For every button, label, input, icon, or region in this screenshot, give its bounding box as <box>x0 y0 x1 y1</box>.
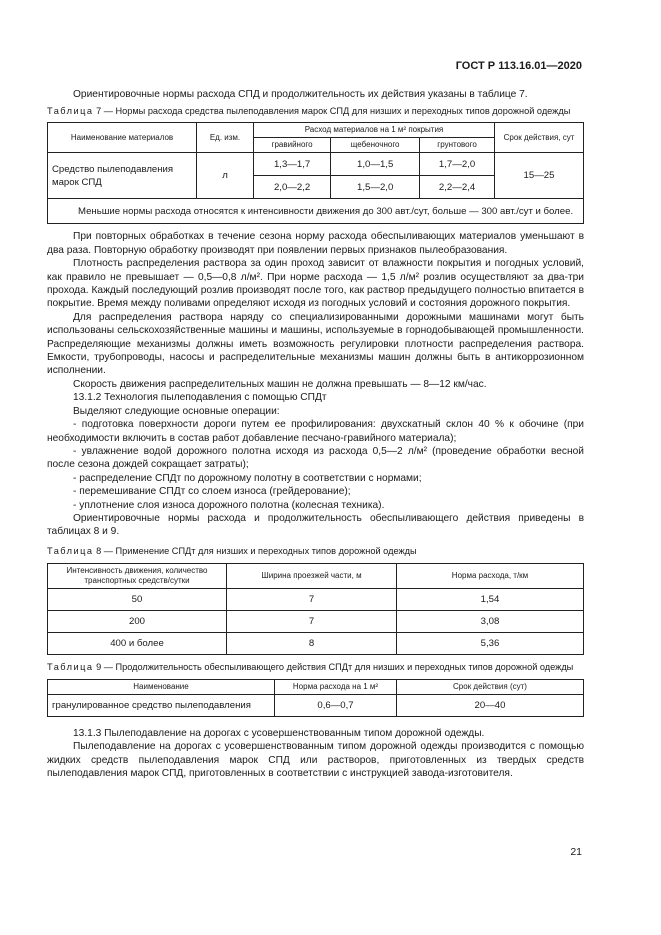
table-header-cell: гравийного <box>254 138 331 153</box>
body-text-block-1 <box>47 230 584 538</box>
table-header-cell: Срок действия (сут) <box>397 679 584 694</box>
table-cell: 7 <box>227 588 397 610</box>
table-cell: 1,5—2,0 <box>331 176 420 199</box>
table-7 <box>47 122 584 224</box>
table-cell: 20—40 <box>397 694 584 716</box>
table-note: Меньшие нормы расхода относятся к интенсивности движения до 300 авт./сут, больше — 300 авт./сут и более. <box>48 199 584 224</box>
table-header-cell: Ширина проезжей части, м <box>227 563 397 588</box>
section-heading: 13.1.2 Технология пылеподавления с помощью СПДт <box>73 392 327 404</box>
table-header-cell: Норма расхода на 1 м² <box>275 679 397 694</box>
table-header-cell: Расход материалов на 1 м² покрытия <box>254 123 495 138</box>
table-8 <box>47 563 584 655</box>
table-row <box>48 632 584 654</box>
table-cell: 3,08 <box>397 610 584 632</box>
list-item: - увлажнение водой дорожного полотна исходя из расхода 0,5—2 л/м² (проведение обработки весной после сезона дождей сокращает затраты); <box>47 445 584 471</box>
table8-caption <box>47 545 584 557</box>
table-header-cell: Наименование <box>48 679 275 694</box>
table-cell: 2,2—2,4 <box>420 176 495 199</box>
paragraph: Пылеподавление на дорогах с усовершенствованным типом дорожной одежды производится с помощью жидких средств пылеподавления марок СПД или растворов, приготовленных из твердых средств пылеподавления марок СПД, приготовленных в соответствии с инструкцией завода-изготовителя. <box>47 741 584 779</box>
table-cell: 50 <box>48 588 227 610</box>
table-cell: Средство пылеподавления марок СПД <box>48 153 197 199</box>
table-cell: 5,36 <box>397 632 584 654</box>
table8-caption-prefix: Таблица <box>47 545 94 556</box>
paragraph: При повторных обработках в течение сезона норму расхода обеспыливающих материалов уменьшают в два раза. Повторную обработку производят при появлении первых признаков пылеобразования. <box>47 231 584 256</box>
page-number: 21 <box>570 846 582 858</box>
table-header-cell: Ед. изм. <box>197 123 254 153</box>
table-header-row <box>48 679 584 694</box>
table9-caption-prefix: Таблица <box>47 661 94 672</box>
table-cell: 1,3—1,7 <box>254 153 331 176</box>
table-note-row <box>48 199 584 224</box>
table-cell: 1,54 <box>397 588 584 610</box>
table-header-row <box>48 563 584 588</box>
table-cell: л <box>197 153 254 199</box>
table-cell: 15—25 <box>495 153 584 199</box>
table-row <box>48 588 584 610</box>
table7-caption-prefix: Таблица <box>47 106 94 117</box>
table-cell: гранулированное средство пылеподавления <box>48 694 275 716</box>
table-row <box>48 153 584 176</box>
table-header-cell: Интенсивность движения, количество транспортных средств/сутки <box>48 563 227 588</box>
paragraph: Выделяют следующие основные операции: <box>73 405 280 417</box>
table-row <box>48 694 584 716</box>
table-cell: 1,0—1,5 <box>331 153 420 176</box>
table-cell: 7 <box>227 610 397 632</box>
table-header-cell: грунтового <box>420 138 495 153</box>
table9-caption <box>47 661 584 673</box>
section-heading: 13.1.3 Пылеподавление на дорогах с усовершенствованным типом дорожной одежды. <box>73 727 485 739</box>
table-header-row <box>48 123 584 138</box>
table-9 <box>47 679 584 717</box>
table-header-cell: Наименование материалов <box>48 123 197 153</box>
table-header-cell: Норма расхода, т/км <box>397 563 584 588</box>
table7-caption-text: 7 — Нормы расхода средства пылеподавления марок СПД для низших и переходных типов дорожной одежды <box>93 106 571 117</box>
table8-caption-text: 8 — Применение СПДт для низших и переходных типов дорожной одежды <box>93 545 417 556</box>
intro-paragraph: Ориентировочные нормы расхода СПД и продолжительность их действия указаны в таблице 7. <box>73 89 528 100</box>
page-content <box>47 88 584 780</box>
table-header-cell: Срок действия, сут <box>495 123 584 153</box>
table-cell: 1,7—2,0 <box>420 153 495 176</box>
list-item: - подготовка поверхности дороги путем ее профилирования: двухскатный склон 40 % к обочине (при необходимости включить в состав работ добавление песчано-гравийного материала); <box>47 419 584 444</box>
paragraph: Плотность распределения раствора за один проход зависит от влажности покрытия и погодных условий, как правило не превышает — 0,5—0,8 л/м². При норме расхода — 1,5 л/м² розлив осуществляют за два-три прохода. Каждый последующий розлив производят после того, как раствор предыдущего полностью впитается в покрытие. Время между поливами определяют исходя из погодных условий и состояния дорожного покрытия. <box>47 258 584 310</box>
paragraph: Скорость движения распределительных машин не должна превышать — 8—12 км/час. <box>73 378 487 390</box>
body-text-block-2 <box>47 727 584 781</box>
table-row <box>48 610 584 632</box>
table9-caption-text: 9 — Продолжительность обеспыливающего действия СПДт для низших и переходных типов дорожной одежды <box>93 661 574 672</box>
table-cell: 8 <box>227 632 397 654</box>
table-header-cell: щебеночного <box>331 138 420 153</box>
paragraph: Ориентировочные нормы расхода и продолжительность обеспыливающего действия приведены в таблицах 8 и 9. <box>47 512 584 538</box>
list-item: - уплотнение слоя износа дорожного полотна (колесная техника). <box>73 499 385 511</box>
table7-caption <box>47 105 584 117</box>
table-cell: 0,6—0,7 <box>275 694 397 716</box>
list-item: - перемешивание СПДт со слоем износа (грейдерование); <box>73 486 351 498</box>
list-item: - распределение СПДт по дорожному полотну в соответствии с нормами; <box>73 472 422 484</box>
table-cell: 400 и более <box>48 632 227 654</box>
document-header: ГОСТ Р 113.16.01—2020 <box>455 60 582 72</box>
table-cell: 200 <box>48 610 227 632</box>
paragraph: Для распределения раствора наряду со специализированными дорожными машинами могут быть использованы сельскохозяйственные машины и машины, используемые в горнодобывающей промышленности. Распределяющие механизмы должны иметь возможность регулировки плотности распределения раствора. Емкости, трубопроводы, насосы и распределительные механизмы машин должны быть в антикоррозионном исполнении. <box>47 311 584 377</box>
table-cell: 2,0—2,2 <box>254 176 331 199</box>
